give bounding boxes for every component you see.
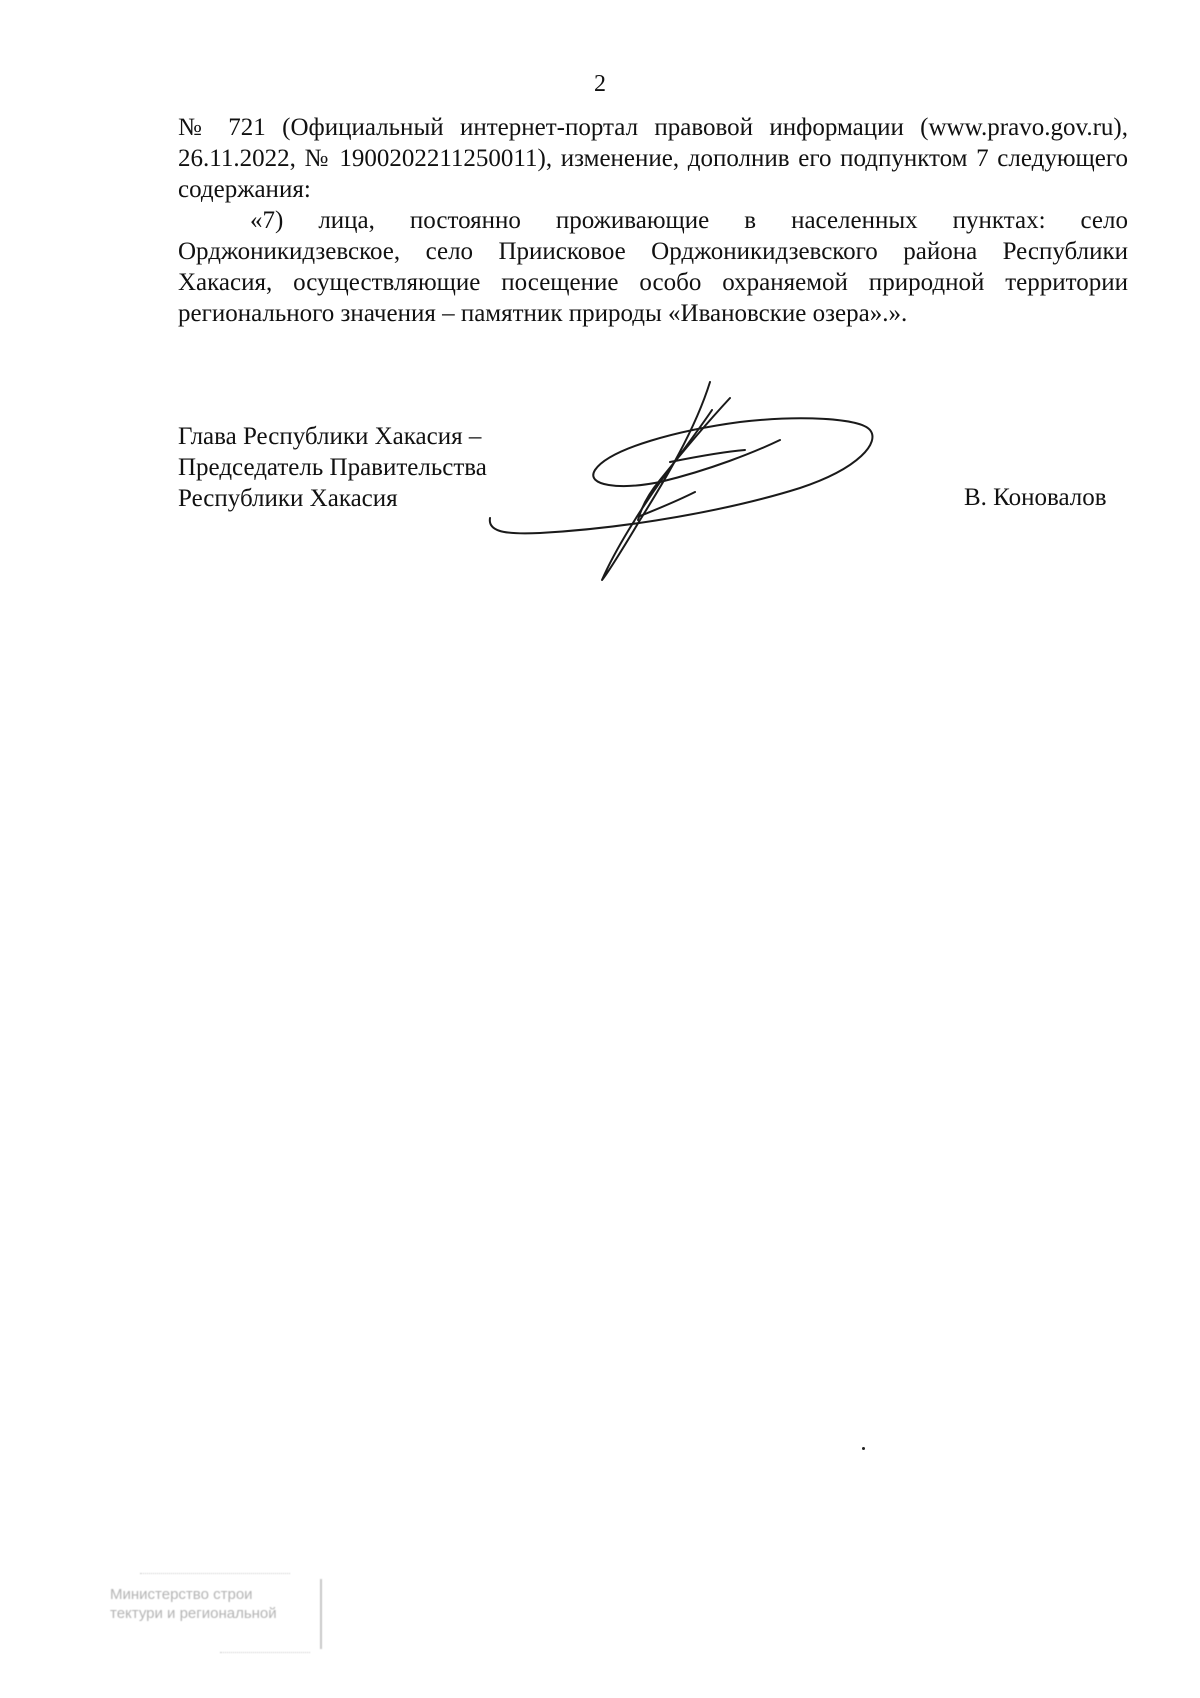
body-paragraph-2: «7) лица, постоянно проживающие в населенных пунктах: село Орджоникидзевское, село Приисковое Орджоникидзевского района Республики Хакасия, осуществляющие посещение особо охраняемой природной территории регионального значения – памятник природы «Ивановские озера».». — [178, 207, 1128, 327]
signatory-title — [178, 421, 487, 514]
stamp-border — [320, 1579, 322, 1649]
stamp-line: тектури и региональной — [110, 1605, 277, 1622]
document-body — [178, 112, 1128, 329]
handwritten-signature — [480, 370, 900, 600]
signatory-name: В. Коновалов — [964, 484, 1107, 511]
page-number: 2 — [594, 71, 606, 97]
body-paragraph-1: № 721 (Официальный интернет-портал правовой информации (www.pravo.gov.ru), 26.11.2022, № 1900202211250011), изменение, дополнив его подпунктом 7 следующего содержания: — [178, 114, 1128, 203]
signatory-title-line: Республики Хакасия — [178, 485, 398, 512]
signatory-title-line: Глава Республики Хакасия – — [178, 423, 482, 450]
stray-dot — [862, 1447, 865, 1450]
stamp-dotted-line — [140, 1573, 290, 1574]
registration-stamp — [100, 1567, 330, 1667]
stamp-line: Министерство строи — [110, 1586, 253, 1603]
stamp-dotted-line — [220, 1652, 310, 1653]
signatory-title-line: Председатель Правительства — [178, 454, 487, 481]
